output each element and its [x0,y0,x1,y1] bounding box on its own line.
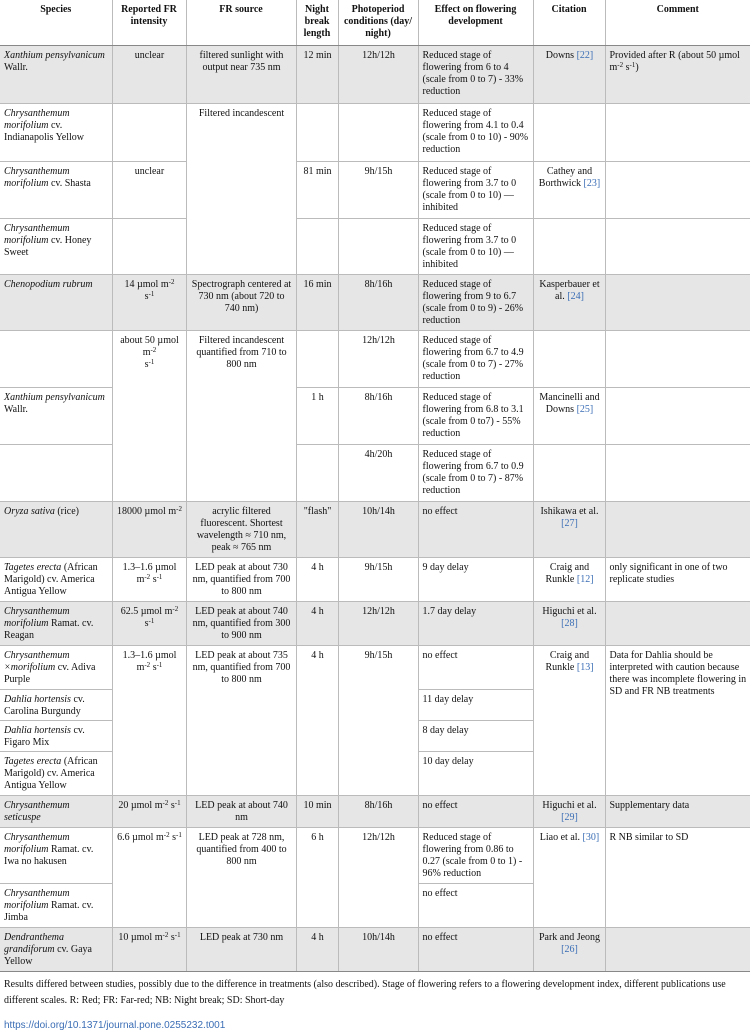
species-name: Oryza sativa [4,506,55,517]
source-cell: filtered sunlight with output near 735 nm [186,46,296,104]
comment-cell [605,388,750,445]
effect-cell: Reduced stage of flowering from 6.7 to 4.9 (scale from 0 to 7) - 27% reduction [418,331,533,388]
exponent: -1 [156,573,163,581]
species-author: (rice) [57,506,79,517]
exponent: -1 [148,617,155,625]
photoperiod-cell: 8h/16h [338,275,418,331]
comment-cell [605,331,750,388]
intensity-cell [112,828,186,928]
table-footnote: Results differed between studies, possibly due to the difference in treatments (also described). Stage of flowering refers to a flowering development index, different publications use different scales. R: Red; FR: Far-red; NB: Night break; SD: Short-day [4,979,726,1006]
species-author: cv. Gaya Yellow [4,944,92,967]
table-row [0,558,750,602]
photoperiod-cell: 4h/20h [338,445,418,502]
exponent: -2 [144,661,151,669]
photoperiod-cell: 12h/12h [338,46,418,104]
citation-cell [533,388,605,445]
citation-cell [533,602,605,646]
citation-cell [533,331,605,388]
comment-text: ) [635,62,639,73]
intensity-value: 1.3–1.6 µmol m [122,650,177,673]
species-name: Chrysanthemum seticuspe [4,800,70,823]
species-name: Chrysanthemum morifolium [4,888,70,911]
effect-cell: 11 day delay [418,690,533,721]
species-name: Xanthium pensylvanicum [4,392,105,403]
species-cell [0,445,112,502]
species-author: Ramat. cv. Reagan [4,618,94,641]
header-citation: Citation [533,0,605,46]
table-row [0,502,750,558]
effect-cell: 1.7 day delay [418,602,533,646]
comment-cell: Supplementary data [605,796,750,828]
intensity-value: 62.5 µmol m [120,606,173,617]
species-cell [0,331,112,388]
effect-cell: no effect [418,796,533,828]
citation-text: Higuchi et al. [542,800,597,811]
citation-cell [533,558,605,602]
exponent: -2 [162,931,169,939]
citation-text: Craig and Runkle [545,562,590,585]
photoperiod-cell [338,104,418,162]
species-cell [0,602,112,646]
header-night-break: Night break length [296,0,338,46]
effect-cell: Reduced stage of flowering from 6.8 to 3.1 (scale from 0 to7) - 55% reduction [418,388,533,445]
citation-cell [533,219,605,275]
header-photoperiod: Photoperiod conditions (day/ night) [338,0,418,46]
source-cell: LED peak at about 735 nm, quantified from 700 to 800 nm [186,646,296,796]
species-author: Wallr. [4,404,28,415]
source-cell: Spectrograph centered at 730 nm (about 720 to 740 nm) [186,275,296,331]
species-cell [0,884,112,928]
species-name: Dahlia hortensis [4,725,71,736]
comment-cell [605,219,750,275]
source-cell: acrylic filtered fluorescent. Shortest wavelength ≈ 710 nm, peak ≈ 765 nm [186,502,296,558]
comment-cell [605,275,750,331]
species-cell [0,828,112,884]
species-cell [0,558,112,602]
night-break-cell: 12 min [296,46,338,104]
exponent: -1 [156,661,163,669]
unit-text: s [168,932,175,943]
night-break-cell [296,219,338,275]
citation-link[interactable]: [26] [561,944,578,955]
unit-text: s [144,618,149,629]
species-author: cv. Figaro Mix [4,725,85,748]
citation-link[interactable]: [12] [576,574,594,585]
comment-cell [605,602,750,646]
photoperiod-cell: 10h/14h [338,928,418,972]
intensity-cell: unclear [112,162,186,219]
species-author: Ramat. cv. Jimba [4,900,94,923]
species-cell [0,796,112,828]
exponent: -2 [172,605,179,613]
citation-text: Liao et al. [539,832,581,843]
effect-cell: no effect [418,928,533,972]
species-name: Dahlia hortensis [4,694,71,705]
effect-cell: no effect [418,884,533,928]
species-cell [0,928,112,972]
table-row [0,331,750,388]
citation-text: Higuchi et al. [542,606,597,617]
photoperiod-cell: 9h/15h [338,162,418,219]
species-name: Chrysanthemum morifolium [4,166,70,189]
comment-cell [605,162,750,219]
source-cell: LED peak at about 730 nm, quantified from 700 to 800 nm [186,558,296,602]
night-break-cell: 4 h [296,602,338,646]
effect-cell: no effect [418,646,533,690]
species-name: Chrysanthemum morifolium [4,223,70,246]
species-cell [0,46,112,104]
citation-link[interactable]: [23] [583,178,601,189]
species-cell [0,502,112,558]
night-break-cell: "flash" [296,502,338,558]
citation-text: Craig and Runkle [545,650,590,673]
table-row [0,928,750,972]
intensity-cell [112,502,186,558]
night-break-cell: 4 h [296,928,338,972]
exponent: -2 [144,573,151,581]
species-cell [0,162,112,219]
species-name: Chenopodium rubrum [4,279,93,290]
species-cell [0,104,112,162]
species-author: cv. Adiva Purple [4,662,96,685]
exponent: -1 [148,290,155,298]
intensity-value: 6.6 µmol m [117,832,164,843]
citation-cell [533,796,605,828]
intensity-cell [112,104,186,162]
species-name: Xanthium pensylvanicum [4,50,105,61]
citation-cell [533,928,605,972]
source-cell: Filtered incandescent quantified from 710 to 800 nm [186,331,296,502]
night-break-cell: 4 h [296,558,338,602]
citation-text: Park and Jeong [538,932,601,943]
citation-cell [533,104,605,162]
effect-cell: 10 day delay [418,752,533,796]
species-author: Wallr. [4,62,28,73]
species-author: cv. Carolina Burgundy [4,694,85,717]
species-cell [0,388,112,445]
citation-cell [533,162,605,219]
citation-link[interactable]: [13] [576,662,594,673]
intensity-value: 18000 µmol m [117,506,177,517]
table-row [0,104,750,162]
exponent: -1 [174,799,181,807]
species-variety: cv. Indianapolis Yellow [4,120,84,143]
citation-link[interactable]: [30] [582,832,600,843]
night-break-cell: 81 min [296,162,338,219]
species-author: Ramat. cv. Iwa no hakusen [4,844,94,867]
night-break-cell: 4 h [296,646,338,796]
comment-cell: Data for Dahlia should be interpreted with caution because there was incomplete flowering in SD and FR NB treatments [605,646,750,796]
species-variety: cv. Shasta [50,178,91,189]
citation-cell [533,445,605,502]
comment-cell [605,502,750,558]
citation-text: Mancinelli and Downs [539,392,600,415]
species-name: Chrysanthemum ×morifolium [4,650,70,673]
citation-text: Downs [545,50,575,61]
comment-cell: only significant in one of two replicate studies [605,558,750,602]
header-fr-source: FR source [186,0,296,46]
table-row [0,46,750,104]
citation-text: Ishikawa et al. [540,506,599,517]
source-cell: LED peak at about 740 nm [186,796,296,828]
species-name: Tagetes erecta [4,562,62,573]
intensity-value: 1.3–1.6 µmol m [122,562,177,585]
photoperiod-cell: 9h/15h [338,558,418,602]
intensity-value: 14 µmol m [124,279,169,290]
exponent: -2 [617,61,624,69]
night-break-cell [296,445,338,502]
citation-cell [533,646,605,796]
intensity-cell [112,219,186,275]
citation-link[interactable]: [25] [576,404,594,415]
unit-text: s [150,574,157,585]
exponent: -2 [150,346,157,354]
table-row [0,219,750,275]
table-row [0,796,750,828]
effect-cell: Reduced stage of flowering from 4.1 to 0.4 (scale from 0 to 10) - 90% reduction [418,104,533,162]
citation-cell [533,502,605,558]
unit-text: s [169,832,176,843]
source-cell: LED peak at about 740 nm, quantified from 300 to 900 nm [186,602,296,646]
intensity-cell [112,796,186,828]
intensity-cell [112,928,186,972]
effect-cell: Reduced stage of flowering from 6.7 to 0.9 (scale from 0 to 7) - 87% reduction [418,445,533,502]
citation-link[interactable]: [22] [576,50,594,61]
exponent: -2 [162,799,169,807]
photoperiod-cell: 12h/12h [338,602,418,646]
effect-cell: Reduced stage of flowering from 0.86 to 0.27 (scale from 0 to 1) - 96% reduction [418,828,533,884]
intensity-cell [112,602,186,646]
effect-cell: Reduced stage of flowering from 6 to 4 (scale from 0 to 7) - 33% reduction [418,46,533,104]
unit-text: s [144,291,149,302]
source-cell: LED peak at 730 nm [186,928,296,972]
table-row [0,275,750,331]
citation-text: Cathey and Borthwick [538,166,593,189]
intensity-cell [112,558,186,602]
night-break-cell [296,331,338,388]
exponent: -1 [148,358,155,366]
species-name: Dendranthema grandiforum [4,932,64,955]
intensity-value: 10 µmol m [118,932,163,943]
unit-text: s [168,800,175,811]
comment-cell: R NB similar to SD [605,828,750,928]
table-row [0,602,750,646]
header-species: Species [0,0,112,46]
table-row [0,646,750,690]
exponent: -1 [176,831,182,839]
intensity-value: about 50 µmol m [120,335,179,358]
photoperiod-cell: 8h/16h [338,796,418,828]
unit-text: s [144,359,149,370]
header-effect: Effect on flowering development [418,0,533,46]
species-name: Tagetes erecta [4,756,62,767]
exponent: -2 [163,831,170,839]
header-fr-intensity: Reported FR intensity [112,0,186,46]
exponent: -1 [629,61,636,69]
night-break-cell: 10 min [296,796,338,828]
header-row [0,0,750,46]
effect-cell: Reduced stage of flowering from 3.7 to 0 (scale from 0 to 10) —inhibited [418,162,533,219]
citation-link[interactable]: [27] [561,518,578,529]
citation-link[interactable]: [28] [561,618,578,629]
header-comment: Comment [605,0,750,46]
exponent: -2 [176,505,182,513]
doi-link[interactable]: https://doi.org/10.1371/journal.pone.0255232.t001 [4,1020,226,1031]
table-row [0,162,750,219]
exponent: -1 [174,931,181,939]
species-cell [0,275,112,331]
comment-cell [605,928,750,972]
species-name: Chrysanthemum morifolium [4,108,70,131]
intensity-cell [112,331,186,502]
effect-cell: Reduced stage of flowering from 3.7 to 0 (scale from 0 to 10) —inhibited [418,219,533,275]
intensity-cell [112,646,186,796]
species-variety: cv. Honey Sweet [4,235,92,258]
photoperiod-cell: 10h/14h [338,502,418,558]
species-cell [0,690,112,721]
effect-cell: 9 day delay [418,558,533,602]
species-author: (African Marigold) cv. America Antigua Yellow [4,756,98,791]
species-name: Chrysanthemum morifolium [4,606,70,629]
effect-cell: no effect [418,502,533,558]
photoperiod-cell: 12h/12h [338,331,418,388]
comment-cell [605,46,750,104]
photoperiod-cell: 9h/15h [338,646,418,796]
effect-cell: 8 day delay [418,721,533,752]
photoperiod-cell: 12h/12h [338,828,418,928]
intensity-cell [112,275,186,331]
citation-link[interactable]: [29] [561,812,578,823]
comment-cell [605,445,750,502]
unit-text: s [623,62,630,73]
citation-cell [533,828,605,928]
photoperiod-cell: 8h/16h [338,388,418,445]
species-cell [0,721,112,752]
citation-link[interactable]: [24] [567,291,584,302]
citation-cell [533,275,605,331]
species-cell [0,752,112,796]
species-author: (African Marigold) cv. America Antigua Yellow [4,562,98,597]
unit-text: s [150,662,157,673]
citation-text: Kasperbauer et al. [539,279,600,302]
comment-text: Provided after R (about 50 µmol m [609,50,740,73]
photoperiod-cell [338,219,418,275]
source-cell: Filtered incandescent [186,104,296,275]
species-name: Chrysanthemum morifolium [4,832,70,855]
table-row [0,828,750,884]
intensity-cell: unclear [112,46,186,104]
comment-cell [605,104,750,162]
exponent: -2 [168,278,175,286]
species-cell [0,646,112,690]
source-cell: LED peak at 728 nm, quantified from 400 to 800 nm [186,828,296,928]
night-break-cell: 1 h [296,388,338,445]
night-break-cell [296,104,338,162]
night-break-cell: 6 h [296,828,338,928]
effect-cell: Reduced stage of flowering from 9 to 6.7 (scale from 0 to 9) - 26% reduction [418,275,533,331]
night-break-cell: 16 min [296,275,338,331]
intensity-value: 20 µmol m [118,800,163,811]
species-cell [0,219,112,275]
citation-cell [533,46,605,104]
